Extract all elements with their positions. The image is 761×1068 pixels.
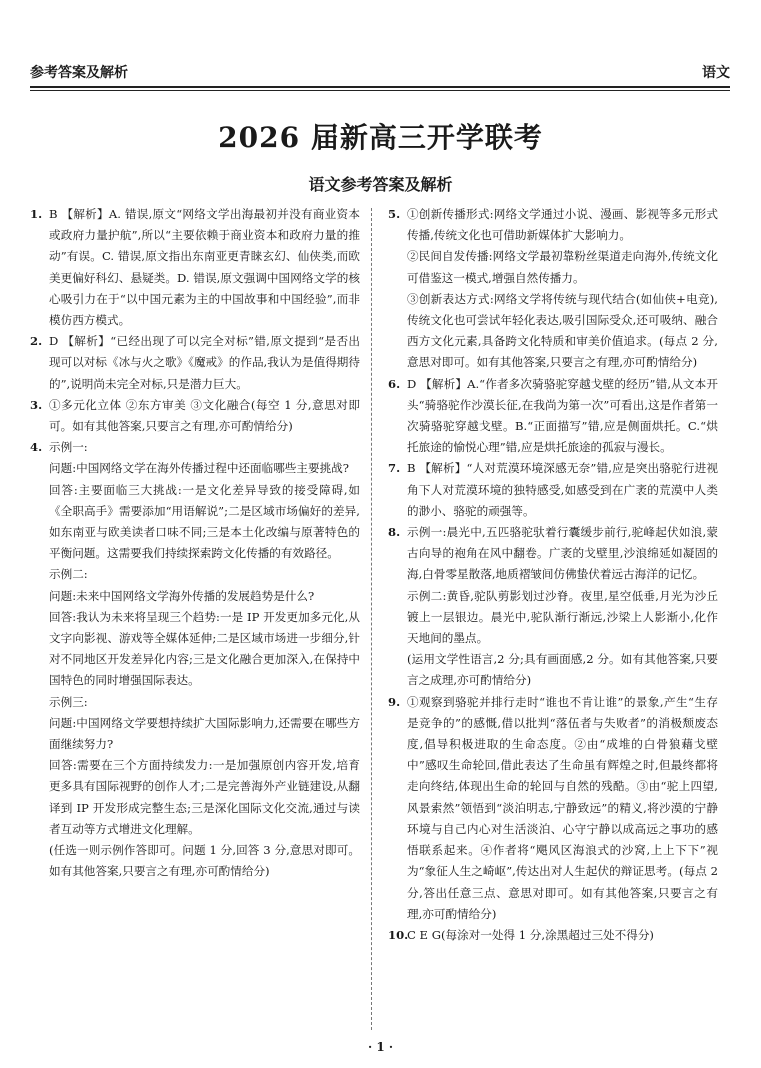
answer-item: [30, 395, 360, 437]
answer-text: B 【解析】A. 错误,原文“网络文学出海最初并没有商业资本或政府力量护航”,所以“主要依赖于商业资本和政府力量的推动”有误。C. 错误,原文指出东南亚更青睐玄幻、仙侠类,而欧美更偏好科幻、悬疑类。D. 错误,原文强调中国网络文学的核心吸引力在于“以中国元素为主的中国故事和中国经验”,而非模仿西方模式。: [49, 207, 360, 328]
header-rule-thick: [30, 86, 730, 88]
answer-item: [388, 204, 718, 374]
answer-number: 8.: [388, 525, 401, 540]
document-title: 2026 届新高三开学联考: [218, 121, 543, 154]
page-number: · 1 ·: [367, 1040, 394, 1054]
answer-text: 示例二:: [49, 567, 88, 582]
document-subtitle: 语文参考答案及解析: [308, 175, 453, 194]
header-label: 参考答案及解析: [30, 65, 128, 81]
right-column: [388, 204, 718, 946]
answer-text: (运用文学性语言,2 分;具有画面感,2 分。如有其他答案,只要言之成理,亦可酌情给分): [407, 652, 718, 688]
answer-item: [388, 522, 718, 692]
answer-text: 示例三:: [49, 694, 88, 709]
answer-text: 回答:我认为未来将呈现三个趋势:一是 IP 开发更加多元化,从文字向影视、游戏等全媒体延伸;二是区域市场进一步细分,针对不同地区开发差异化内容;三是文化融合更加深入,在保持中国特色的同时增强国际表达。: [49, 609, 360, 688]
answer-text: 回答:需要在三个方面持续发力:一是加强原创内容开发,培育更多具有国际视野的创作人才;二是完善海外产业链建设,从翻译到 IP 开发形成完整生态;三是深化国际文化交流,通过与读者互动等方式增进文化理解。: [49, 758, 360, 836]
answer-text: ①多元化立体 ②东方审美 ③文化融合(每空 1 分,意思对即可。如有其他答案,只要言之有理,亦可酌情给分): [49, 397, 360, 434]
answer-text: 示例一:: [49, 440, 88, 455]
answer-number: 10.: [388, 927, 409, 942]
answer-text: 问题:未来中国网络文学海外传播的发展趋势是什么?: [49, 588, 315, 603]
answer-item: [30, 204, 360, 331]
answer-item: [388, 458, 718, 522]
answer-text: C E G(每涂对一处得 1 分,涂黑超过三处不得分): [407, 927, 654, 942]
header-rule-thin: [30, 90, 730, 91]
answer-text: 回答:主要面临三大挑战:一是文化差异导致的接受障碍,如《全职高手》需要添加“用语解说”;二是区域市场偏好的差异,如东南亚与欧美读者口味不同;三是本土化改编与原著特色的平衡问题。这需要我们持续探索跨文化传播的有效路径。: [49, 482, 360, 561]
answer-text: ①创新传播形式:网络文学通过小说、漫画、影视等多元形式传播,传统文化也可借助新媒体扩大影响力。: [407, 207, 718, 243]
answer-text: D 【解析】“已经出现了可以完全对标”错,原文提到“是否出现可以对标《冰与火之歌》《魔戒》的作品,我认为是值得期待的”,说明尚未完全对标,只是潜力巨大。: [49, 334, 360, 391]
answer-number: 1.: [30, 207, 43, 221]
left-column: [30, 204, 360, 883]
answer-text: ③创新表达方式:网络文学将传统与现代结合(如仙侠+电竞),传统文化也可尝试年轻化表达,吸引国际受众,还可吸纳、融合西方文化元素,具备跨文化特质和审美价值追求。(每点 2 分,意思对即可。如有其他答案,只要言之有理,亦可酌情给分): [407, 291, 718, 370]
answer-number: 9.: [388, 694, 401, 709]
answer-number: 6.: [388, 376, 401, 391]
answer-text: ①观察到骆驼并排行走时“谁也不肯让谁”的景象,产生“生存是竞争的”的感慨,借以批判“落伍者与失败者”的消极颓废态度,倡导积极进取的生命态度。②由“成堆的白骨狼藉戈壁中”感叹生命轮回,借此表达了生命虽有辉煌之时,但最终都将走向终结,体现出生命的轮回与自然的残酷。③由“驼上四望,风景索然”领悟到“淡泊明志,宁静致远”的精义,将沙漠的宁静环境与自己内心对生活淡泊、心守宁静以成高远之事功的感悟联系起来。④作者将“飓风区海浪式的沙窝,上上下下”视为“象征人生之崎岖”,传达出对人生起伏的辩证思考。(每点 2 分,答出任意三点、意思对即可。如有其他答案,只要言之有理,亦可酌情给分): [407, 694, 718, 921]
answer-item: [388, 692, 718, 925]
answer-item: [388, 374, 718, 459]
answer-item: [30, 331, 360, 395]
answer-item: [30, 437, 360, 882]
answer-text: ②民间自发传播:网络文学最初靠粉丝渠道走向海外,传统文化可借鉴这一模式,增强自然传播力。: [407, 249, 718, 285]
answer-text: 问题:中国网络文学在海外传播过程中还面临哪些主要挑战?: [49, 461, 349, 476]
answer-text: D 【解析】A.“作者多次骑骆驼穿越戈壁的经历”错,从文本开头“骑骆驼作沙漠长征,在我尚为第一次”可看出,这是作者第一次骑骆驼穿越戈壁。B.“正面描写”错,应是侧面烘托。C.“烘托旅途的愉悦心理”错,应是烘托旅途的孤寂与漫长。: [407, 376, 718, 455]
answer-text: 示例二:黄昏,驼队剪影划过沙脊。夜里,星空低垂,月光为沙丘镀上一层银边。晨光中,驼队渐行渐远,沙梁上人影渐小,化作天地间的墨点。: [407, 588, 718, 646]
header-subject: 语文: [702, 65, 730, 81]
answer-text: B 【解析】“人对荒漠环境深感无奈”错,应是突出骆驼行进视角下人对荒漠环境的独特感受,如感受到在广袤的荒漠中人类的渺小、骆驼的顽强等。: [407, 461, 718, 518]
answer-number: 3.: [30, 397, 43, 412]
column-divider: [371, 208, 372, 1030]
answer-item: [388, 925, 718, 946]
answer-text: (任选一则示例作答即可。问题 1 分,回答 3 分,意思对即可。如有其他答案,只要言之有理,亦可酌情给分): [49, 843, 360, 879]
answer-number: 5.: [388, 207, 401, 221]
answer-number: 4.: [30, 440, 43, 455]
answer-number: 2.: [30, 334, 43, 349]
answer-text: 问题:中国网络文学要想持续扩大国际影响力,还需要在哪些方面继续努力?: [49, 715, 360, 752]
answer-text: 示例一:晨光中,五匹骆驼驮着行囊缓步前行,驼峰起伏如浪,蒙古向导的袍角在风中翻卷。广袤的戈壁里,沙浪绵延如凝固的海,白骨零星散落,地质褶皱间仿佛蛰伏着远古海洋的记忆。: [407, 525, 718, 582]
page-header: [30, 52, 730, 88]
answer-number: 7.: [388, 461, 401, 476]
